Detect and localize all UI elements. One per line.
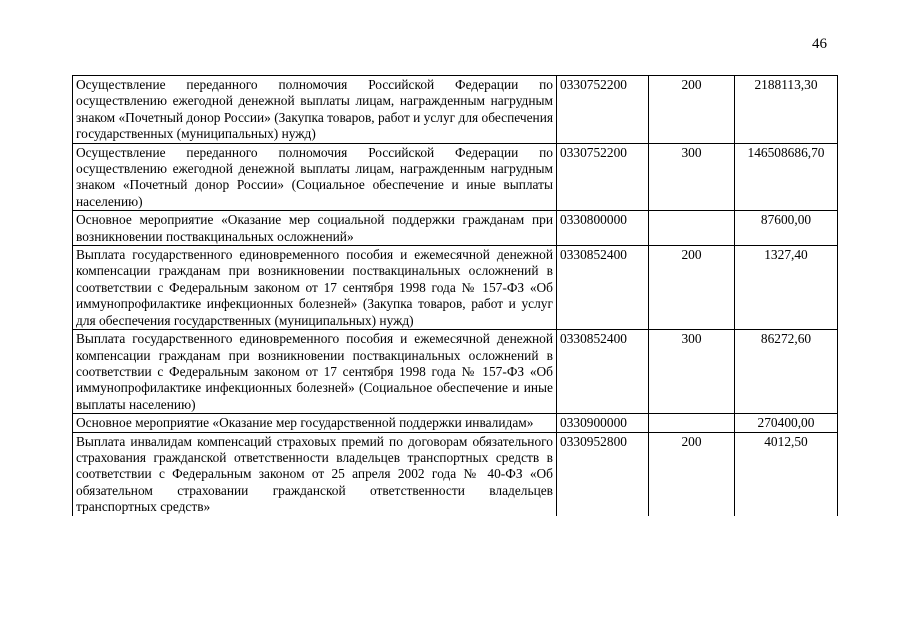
row-code: 0330752200 [557,143,649,211]
row-sum: 1327,40 [735,246,838,330]
page-number: 46 [812,36,827,52]
row-sum: 270400,00 [735,414,838,432]
row-code: 0330800000 [557,211,649,246]
row-sum: 86272,60 [735,330,838,414]
row-expense-type: 300 [649,143,735,211]
row-code: 0330752200 [557,76,649,144]
row-sum: 4012,50 [735,432,838,516]
row-name: Выплата инвалидам компенсаций страховых премий по договорам обязательного страхования гражданской ответственности владельцев транспортных средств в соответствии с Федеральным законом от 25 апреля 2002 года № 40-ФЗ «Об обязательном страховании гражданской ответственности владельцев транспортных средств» [73,432,557,516]
row-expense-type: 200 [649,432,735,516]
row-name: Основное мероприятие «Оказание мер государственной поддержки инвалидам» [73,414,557,432]
table-row [73,246,838,330]
row-expense-type [649,414,735,432]
row-code: 0330900000 [557,414,649,432]
row-code: 0330952800 [557,432,649,516]
table-row [73,76,838,144]
row-expense-type [649,211,735,246]
row-code: 0330852400 [557,246,649,330]
row-name: Основное мероприятие «Оказание мер социальной поддержки гражданам при возникновении поствакцинальных осложнений» [73,211,557,246]
budget-table [72,75,838,516]
row-name: Осуществление переданного полномочия Российской Федерации по осуществлению ежегодной денежной выплаты лицам, награжденным нагрудным знаком «Почетный донор России» (Социальное обеспечение и иные выплаты населению) [73,143,557,211]
row-expense-type: 300 [649,330,735,414]
table-row [73,211,838,246]
table-row [73,414,838,432]
row-sum: 146508686,70 [735,143,838,211]
row-sum: 87600,00 [735,211,838,246]
table-row [73,143,838,211]
row-expense-type: 200 [649,246,735,330]
table-row [73,432,838,516]
row-name: Осуществление переданного полномочия Российской Федерации по осуществлению ежегодной денежной выплаты лицам, награжденным нагрудным знаком «Почетный донор России» (Закупка товаров, работ и услуг для обеспечения государственных (муниципальных) нужд) [73,76,557,144]
row-code: 0330852400 [557,330,649,414]
row-name: Выплата государственного единовременного пособия и ежемесячной денежной компенсации гражданам при возникновении поствакцинальных осложнений в соответствии с Федеральным законом от 17 сентября 1998 года № 157-ФЗ «Об иммунопрофилактике инфекционных болезней» (Закупка товаров, работ и услуг для обеспечения государственных (муниципальных) нужд) [73,246,557,330]
row-sum: 2188113,30 [735,76,838,144]
row-name: Выплата государственного единовременного пособия и ежемесячной денежной компенсации гражданам при возникновении поствакцинальных осложнений в соответствии с Федеральным законом от 17 сентября 1998 года № 157-ФЗ «Об иммунопрофилактике инфекционных болезней» (Социальное обеспечение и иные выплаты населению) [73,330,557,414]
row-expense-type: 200 [649,76,735,144]
table-row [73,330,838,414]
